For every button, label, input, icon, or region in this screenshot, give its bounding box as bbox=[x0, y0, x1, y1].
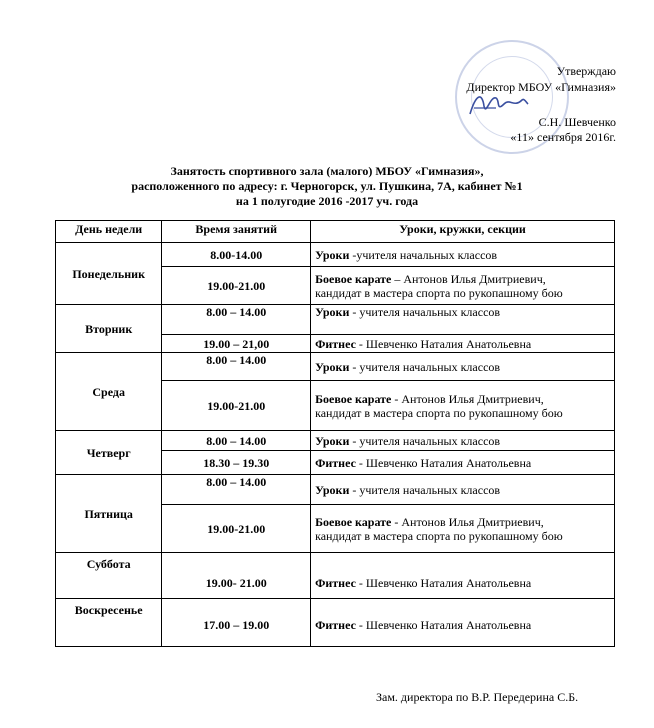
approval-line-position: Директор МБОУ «Гимназия» bbox=[466, 80, 616, 94]
activity-desc: - Шевченко Наталия Анатольевна bbox=[355, 576, 532, 590]
day-thursday: Четверг bbox=[56, 431, 162, 475]
time-cell: 8.00 – 14.00 bbox=[162, 475, 311, 505]
activity-desc-2: кандидат в мастера спорта по рукопашному бою bbox=[315, 405, 563, 420]
table-header-row bbox=[56, 221, 615, 243]
activity-cell bbox=[311, 335, 615, 353]
day-sunday: Воскресенье bbox=[56, 599, 162, 647]
table-row bbox=[56, 599, 615, 647]
approval-line-approve: Утверждаю bbox=[556, 64, 616, 78]
day-tuesday: Вторник bbox=[56, 305, 162, 353]
header-day: День недели bbox=[56, 221, 162, 243]
title-line-1: Занятость спортивного зала (малого) МБОУ «Гимназия», bbox=[170, 164, 484, 178]
header-activity: Уроки, кружки, секции bbox=[311, 221, 615, 243]
activity-desc-2: кандидат в мастера спорта по рукопашному бою bbox=[315, 285, 563, 300]
table-row bbox=[56, 353, 615, 381]
activity-desc: - Антонов Илья Дмитриевич, bbox=[391, 514, 544, 529]
activity-label: Уроки bbox=[315, 482, 350, 497]
activity-desc: - учителя начальных классов bbox=[349, 433, 501, 448]
activity-cell bbox=[311, 267, 615, 305]
day-wednesday: Среда bbox=[56, 353, 162, 431]
activity-desc: - учителя начальных классов bbox=[349, 482, 501, 497]
approval-line-name: С.Н. Шевченко bbox=[538, 115, 616, 129]
schedule-table bbox=[55, 220, 615, 647]
document-title bbox=[0, 164, 654, 209]
activity-desc: - Шевченко Наталия Анатольевна bbox=[355, 455, 532, 470]
day-monday: Понедельник bbox=[56, 243, 162, 305]
activity-label: Боевое карате bbox=[315, 271, 392, 286]
table-row bbox=[56, 431, 615, 451]
activity-label: Фитнес bbox=[315, 576, 356, 590]
activity-label: Боевое карате bbox=[315, 391, 392, 406]
activity-cell bbox=[311, 505, 615, 553]
approval-line-date: «11» сентября 2016г. bbox=[510, 130, 616, 144]
activity-cell bbox=[311, 353, 615, 381]
activity-cell bbox=[311, 475, 615, 505]
time-cell: 8.00 – 14.00 bbox=[162, 431, 311, 451]
activity-cell bbox=[311, 451, 615, 475]
activity-cell bbox=[311, 305, 615, 335]
time-cell: 19.00 – 21,00 bbox=[162, 335, 311, 353]
title-line-3: на 1 полугодие 2016 -2017 уч. года bbox=[235, 194, 419, 208]
activity-label: Уроки bbox=[315, 359, 350, 374]
footer-signature-line: Зам. директора по В.Р. Передерина С.Б. bbox=[376, 690, 579, 704]
activity-desc: - Антонов Илья Дмитриевич, bbox=[391, 391, 544, 406]
activity-cell bbox=[311, 431, 615, 451]
title-line-2: расположенного по адресу: г. Черногорск, ул. Пушкина, 7А, кабинет №1 bbox=[131, 179, 523, 193]
activity-desc-2: кандидат в мастера спорта по рукопашному бою bbox=[315, 528, 563, 543]
approval-block bbox=[420, 60, 630, 160]
activity-label: Уроки bbox=[315, 247, 350, 262]
time-cell: 19.00-21.00 bbox=[162, 267, 311, 305]
activity-label: Уроки bbox=[315, 433, 350, 448]
activity-label: Боевое карате bbox=[315, 514, 392, 529]
time-cell: 17.00 – 19.00 bbox=[162, 599, 311, 647]
activity-desc: - учителя начальных классов bbox=[349, 359, 501, 374]
activity-cell bbox=[311, 381, 615, 431]
activity-desc: – Антонов Илья Дмитриевич, bbox=[391, 271, 546, 286]
day-friday: Пятница bbox=[56, 475, 162, 553]
activity-desc: -учителя начальных классов bbox=[349, 247, 498, 262]
time-cell: 8.00-14.00 bbox=[162, 243, 311, 267]
day-saturday: Суббота bbox=[56, 553, 162, 599]
activity-desc: - Шевченко Наталия Анатольевна bbox=[355, 618, 532, 632]
table-row bbox=[56, 553, 615, 599]
time-cell: 19.00- 21.00 bbox=[162, 553, 311, 599]
activity-desc: - учителя начальных классов bbox=[349, 305, 501, 319]
table-row bbox=[56, 305, 615, 335]
table-row bbox=[56, 475, 615, 505]
activity-desc: - Шевченко Наталия Анатольевна bbox=[355, 336, 532, 351]
activity-label: Фитнес bbox=[315, 336, 356, 351]
activity-cell bbox=[311, 243, 615, 267]
time-cell: 8.00 – 14.00 bbox=[162, 305, 311, 335]
time-cell: 18.30 – 19.30 bbox=[162, 451, 311, 475]
time-cell: 19.00-21.00 bbox=[162, 505, 311, 553]
header-time: Время занятий bbox=[162, 221, 311, 243]
time-cell: 19.00-21.00 bbox=[162, 381, 311, 431]
time-cell: 8.00 – 14.00 bbox=[162, 353, 311, 381]
table-row bbox=[56, 243, 615, 267]
activity-label: Фитнес bbox=[315, 455, 356, 470]
activity-cell bbox=[311, 553, 615, 599]
activity-cell bbox=[311, 599, 615, 647]
activity-label: Уроки bbox=[315, 305, 350, 319]
activity-label: Фитнес bbox=[315, 618, 356, 632]
